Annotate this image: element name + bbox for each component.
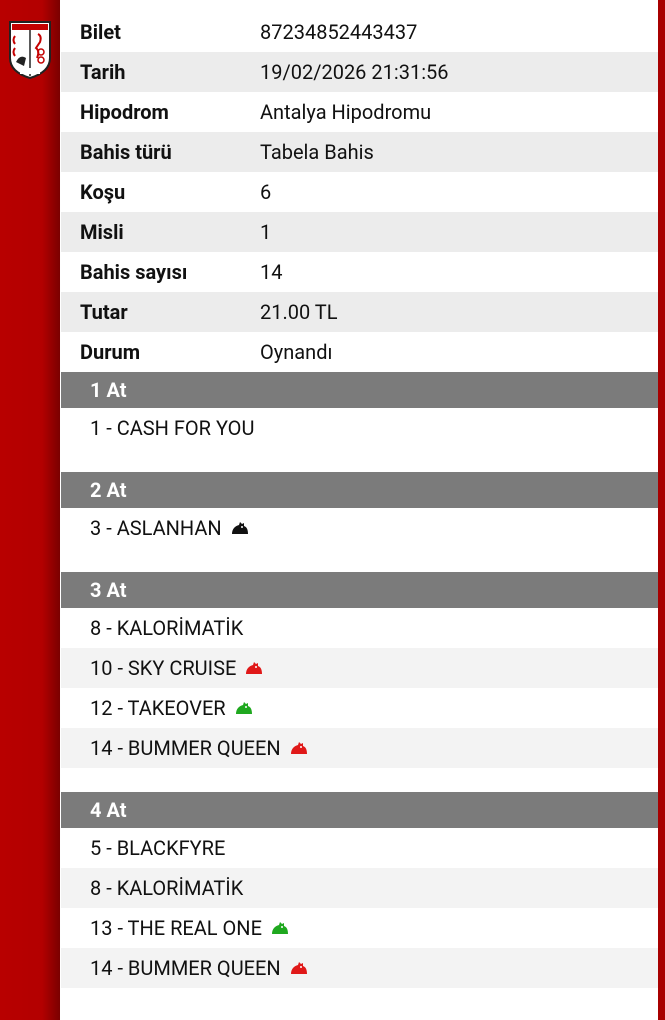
info-row: [61, 252, 658, 292]
horse-name: 10 - SKY CRUISE: [90, 656, 237, 680]
club-crest-icon: [6, 18, 54, 80]
horse-name: 8 - KALORİMATİK: [90, 616, 244, 640]
info-row: [61, 132, 658, 172]
right-edge-bar: [658, 0, 665, 1020]
info-row: [61, 212, 658, 252]
horse-icon-black: [230, 521, 250, 535]
horse-name: 1 - CASH FOR YOU: [90, 416, 255, 440]
horse-row: [61, 908, 658, 948]
info-value: Antalya Hipodromu: [260, 100, 432, 124]
horse-icon-red: [244, 661, 264, 675]
group-spacer: [61, 448, 658, 472]
horse-row: [61, 608, 658, 648]
horse-row: [61, 648, 658, 688]
info-label: Bilet: [80, 20, 121, 44]
info-value: 87234852443437: [260, 20, 418, 44]
info-label: Misli: [80, 220, 124, 244]
horse-name: 13 - THE REAL ONE: [90, 916, 262, 940]
horse-name: 14 - BUMMER QUEEN: [90, 956, 281, 980]
info-value: 19/02/2026 21:31:56: [260, 60, 449, 84]
horse-icon-green: [270, 921, 290, 935]
horse-name: 8 - KALORİMATİK: [90, 876, 244, 900]
info-label: Koşu: [80, 180, 126, 204]
horse-row: [61, 868, 658, 908]
info-row: [61, 332, 658, 372]
info-value: 21.00 TL: [260, 300, 338, 324]
horse-row: [61, 828, 658, 868]
info-row: [61, 12, 658, 52]
horse-name: 14 - BUMMER QUEEN: [90, 736, 281, 760]
group-header: 4 At: [61, 792, 658, 828]
ticket-info-table: [61, 12, 658, 372]
info-label: Tutar: [80, 300, 128, 324]
horse-row: [61, 948, 658, 988]
horse-name: 5 - BLACKFYRE: [90, 836, 226, 860]
info-label: Durum: [80, 340, 141, 364]
horse-name: 12 - TAKEOVER: [90, 696, 226, 720]
info-label: Bahis türü: [80, 140, 172, 164]
horse-icon-red: [289, 741, 309, 755]
group-spacer: [61, 548, 658, 572]
info-row: [61, 52, 658, 92]
group-header: 2 At: [61, 472, 658, 508]
info-label: Tarih: [80, 60, 126, 84]
info-row: [61, 292, 658, 332]
horse-selection-groups: [61, 372, 658, 1012]
info-value: Tabela Bahis: [260, 140, 374, 164]
info-value: 1: [260, 220, 272, 244]
info-value: 14: [260, 260, 283, 284]
info-label: Bahis sayısı: [80, 260, 188, 284]
info-row: [61, 172, 658, 212]
group-spacer: [61, 768, 658, 792]
horse-row: [61, 408, 658, 448]
group-spacer: [61, 988, 658, 1012]
info-value: 6: [260, 180, 272, 204]
horse-icon-green: [234, 701, 254, 715]
horse-row: [61, 728, 658, 768]
info-label: Hipodrom: [80, 100, 169, 124]
left-sidebar: [0, 0, 60, 1020]
horse-icon-red: [289, 961, 309, 975]
horse-row: [61, 508, 658, 548]
horse-name: 3 - ASLANHAN: [90, 516, 222, 540]
horse-row: [61, 688, 658, 728]
info-row: [61, 92, 658, 132]
info-value: Oynandı: [260, 340, 333, 364]
group-header: 1 At: [61, 372, 658, 408]
group-header: 3 At: [61, 572, 658, 608]
ticket-detail: [61, 12, 658, 1012]
